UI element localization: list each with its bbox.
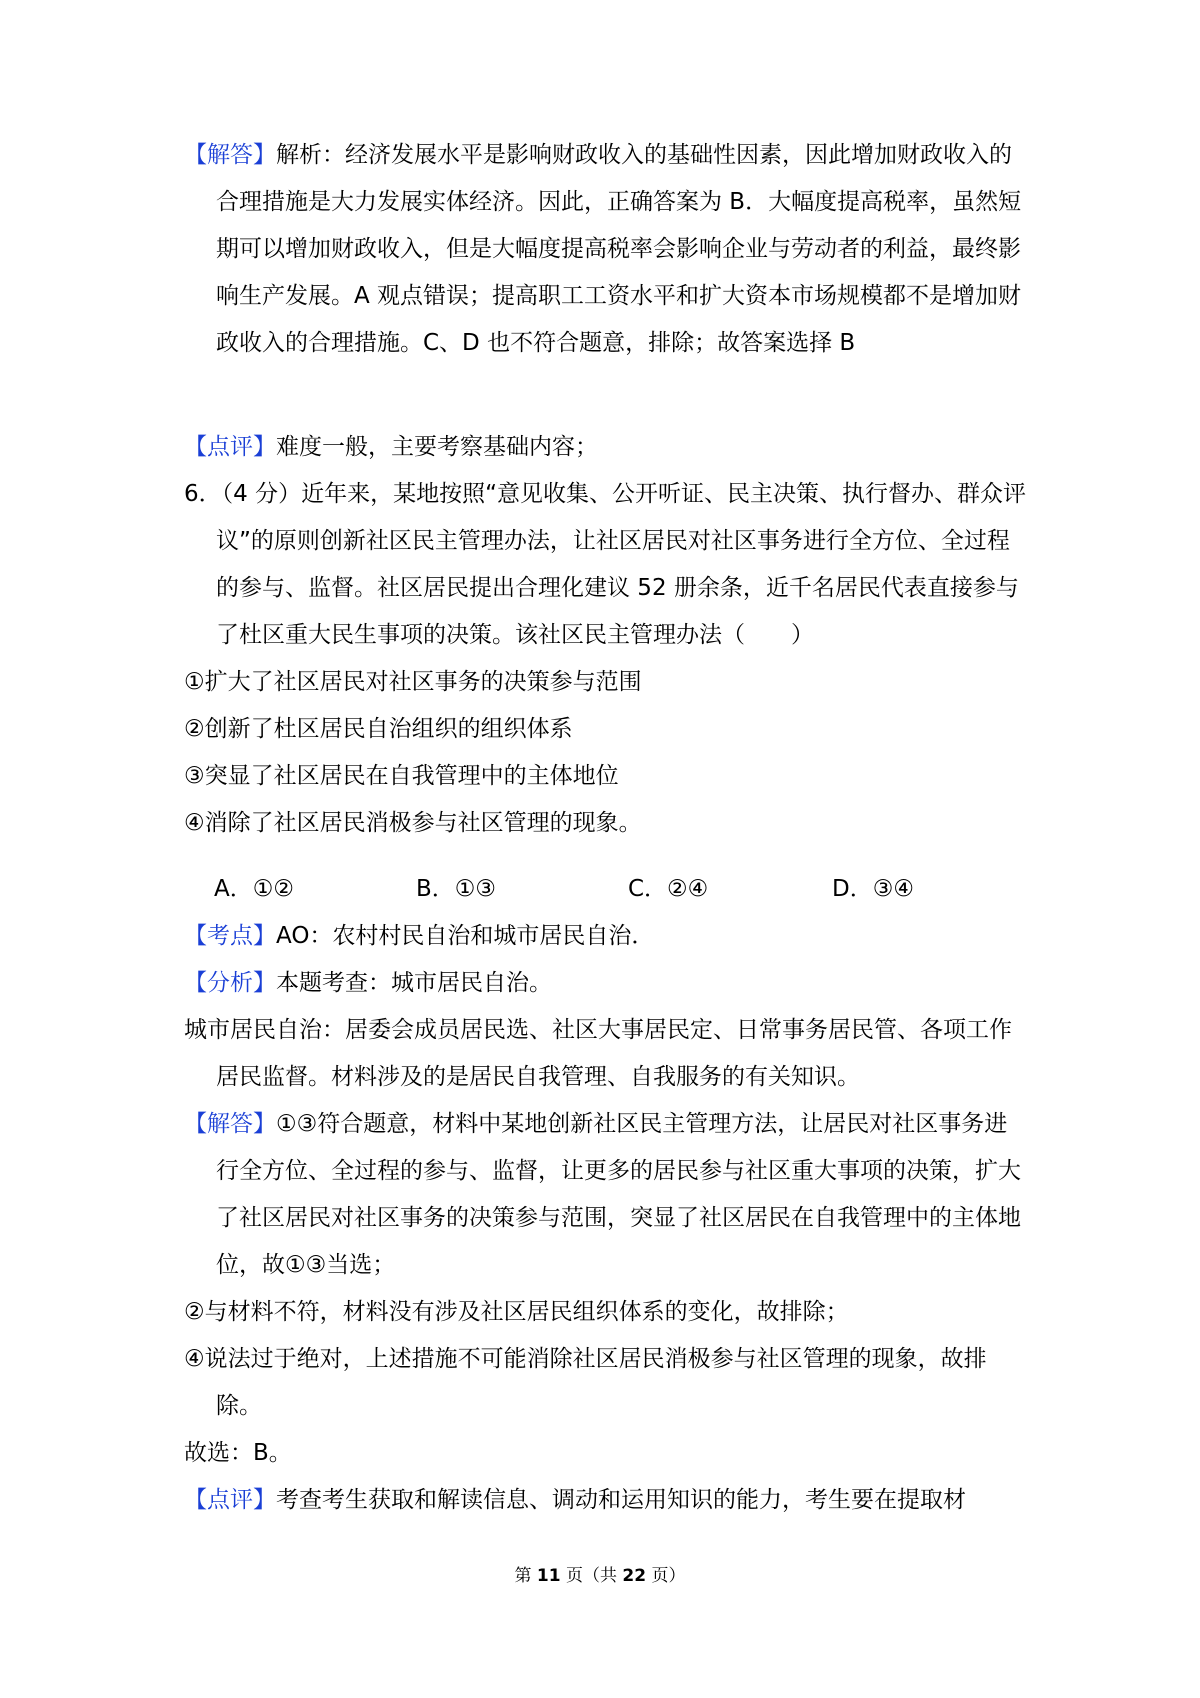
option-b: B．①③ xyxy=(416,876,497,902)
option-d: D．③④ xyxy=(832,876,914,902)
answer-tag-2: 【解答】 xyxy=(184,1111,276,1137)
answer-line-4: ④说法过于绝对，上述措施不可能消除社区居民消极参与社区管理的现象，故排除。 xyxy=(184,1346,987,1419)
question-6-item-3: ③突显了社区居民在自我管理中的主体地位 xyxy=(184,763,619,789)
fenxi-block xyxy=(184,960,1030,1007)
kaodian-block xyxy=(184,913,1030,960)
footer-total-pages: 22 xyxy=(622,1566,647,1586)
kaodian-text: AO：农村村民自治和城市居民自治． xyxy=(276,923,655,949)
final-answer: 故选：B。 xyxy=(184,1440,292,1466)
page-footer xyxy=(0,1561,1200,1586)
comment-tag-2: 【点评】 xyxy=(184,1487,276,1513)
kaodian-tag: 【考点】 xyxy=(184,923,276,949)
question-6-item-4: ④消除了社区居民消极参与社区管理的现象。 xyxy=(184,810,642,836)
footer-prefix: 第 xyxy=(514,1566,532,1586)
answer-line-2: ②与材料不符，材料没有涉及社区居民组织体系的变化，故排除； xyxy=(184,1299,849,1325)
answer-tag: 【解答】 xyxy=(184,142,276,168)
question-6-item-2: ②创新了杜区居民自治组织的组织体系 xyxy=(184,716,573,742)
footer-suffix: 页） xyxy=(651,1566,686,1586)
option-c: C．②④ xyxy=(628,876,709,902)
question-6-stem: 6．（4 分）近年来，某地按照“意见收集、公开听证、民主决策、执行督办、群众评议”的原则创新社区民主管理办法，让社区居民对社区事务进行全方位、全过程的参与、监督。社区居民提出合理化建议 52 册余条，近千名居民代表直接参与了杜区重大民生事项的决策。该社区民主管理办法（ ） xyxy=(184,481,1026,648)
fenxi-tag: 【分析】 xyxy=(184,970,276,996)
comment-tag: 【点评】 xyxy=(184,434,276,460)
comment-text: 难度一般，主要考察基础内容； xyxy=(276,434,598,460)
option-a: A．①② xyxy=(214,876,294,902)
footer-middle: 页（共 xyxy=(566,1566,617,1586)
fenxi-text: 本题考查：城市居民自治。 xyxy=(276,970,552,996)
question-6-item-1: ①扩大了社区居民对社区事务的决策参与范围 xyxy=(184,669,642,695)
answer-text: 解析：经济发展水平是影响财政收入的基础性因素，因此增加财政收入的合理措施是大力发展实体经济。因此，正确答案为 B．大幅度提高税率，虽然短期可以增加财政收入，但是大幅度提高税率会影响企业与劳动者的利益，最终影响生产发展。A 观点错误；提高职工工资水平和扩大资本市场规模都不是增加财政收入的合理措施。C、D 也不符合题意，排除；故答案选择 B xyxy=(216,142,1022,356)
comment-text-2: 考查考生获取和解读信息、调动和运用知识的能力，考生要在提取材 xyxy=(276,1487,966,1513)
answer-block-2 xyxy=(184,1101,1030,1289)
comment-block-1 xyxy=(184,424,1030,471)
fenxi-detail: 城市居民自治：居委会成员居民选、社区大事居民定、日常事务居民管、各项工作居民监督。材料涉及的是居民自我管理、自我服务的有关知识。 xyxy=(184,1017,1012,1090)
comment-block-2 xyxy=(184,1477,1030,1524)
answer-text-2: ①③符合题意，材料中某地创新社区民主管理方法，让居民对社区事务进行全方位、全过程的参与、监督，让更多的居民参与社区重大事项的决策，扩大了社区居民对社区事务的决策参与范围，突显了社区居民在自我管理中的主体地位，故①③当选； xyxy=(216,1111,1021,1278)
footer-page-number: 11 xyxy=(536,1566,561,1586)
answer-block-1 xyxy=(184,132,1030,367)
